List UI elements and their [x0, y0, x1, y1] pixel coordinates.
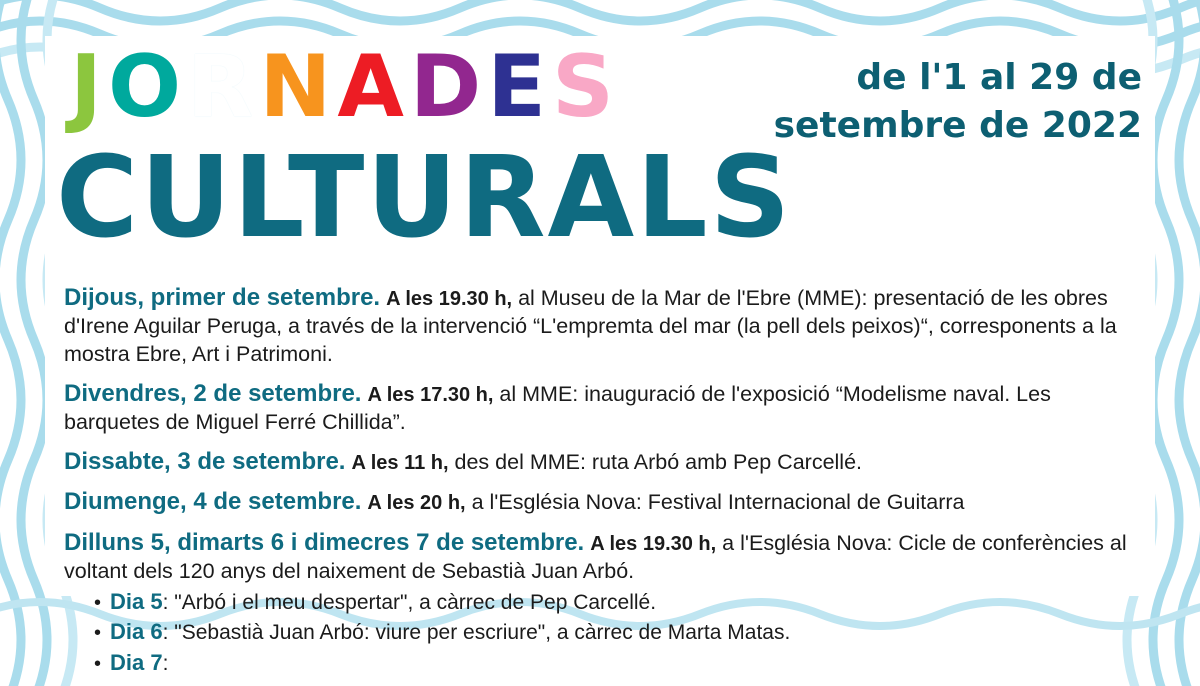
program-entry-day: Diumenge, 4 de setembre. — [64, 488, 362, 516]
program-entry-body: a l'Església Nova: Festival Internacional de Guitarra — [465, 490, 965, 515]
program-entry — [64, 378, 1144, 437]
program-entry-day: Dijous, primer de setembre. — [64, 284, 381, 311]
program-subitem-text: : "Sebastià Juan Arbó: viure per escriure", a càrrec de Marta Matas. — [162, 621, 791, 645]
program-entry-day: Dilluns 5, dimarts 6 i dimecres 7 de setembre. — [64, 528, 585, 556]
title-letter-j-0: J — [70, 37, 108, 137]
title-letter-d-5: D — [409, 37, 488, 137]
program-entry-body: al Museu de la Mar de l'Ebre (MME): presentació de les obres d'Irene Aguilar Peruga, a través de la intervenció “L'empremta del mar (la pell dels peixos)“, corresponents a la mostra Ebre, Art i Patrimoni. — [64, 286, 1117, 367]
title-culturals: CULTURALS — [56, 133, 793, 263]
poster-date-line-1: de l'1 al 29 de — [856, 57, 1142, 98]
title-letter-a-4: A — [337, 37, 410, 137]
bullet-icon: • — [94, 652, 102, 675]
program-entry — [64, 527, 1144, 678]
program-entry-day: Divendres, 2 de setembre. — [64, 380, 362, 408]
title-letter-o-1: O — [108, 37, 188, 137]
program-subitem-text: : — [162, 651, 169, 675]
bullet-icon: • — [94, 622, 102, 645]
program-subitem-label: Dia 5 — [110, 588, 163, 614]
program-entry-body: des del MME: ruta Arbó amb Pep Carcellé. — [448, 450, 863, 475]
title-letter-s-7: S — [552, 37, 620, 137]
program-entry-time: A les 11 h, — [351, 452, 449, 475]
poster-date-line-2: setembre de 2022 — [773, 104, 1142, 146]
poster-dates — [774, 54, 1142, 149]
title-letter-r-2: R — [187, 37, 260, 137]
bullet-icon: • — [94, 591, 102, 614]
program-entry-time: A les 20 h, — [367, 492, 466, 515]
program-list — [64, 282, 1144, 686]
program-entry-body: a l'Església Nova: Cicle de conferències al voltant dels 120 anys del naixement de Sebastià Juan Arbó. — [64, 530, 1127, 583]
program-subitem-label: Dia 7 — [110, 649, 163, 675]
program-subitem — [94, 649, 1144, 678]
program-entry — [64, 446, 1144, 477]
program-subitem — [94, 588, 1144, 617]
program-entry-day: Dissabte, 3 de setembre. — [64, 448, 346, 476]
title-jornades — [70, 37, 620, 137]
program-entry — [64, 486, 1144, 517]
program-entry-time: A les 17.30 h, — [367, 384, 494, 407]
program-entry-time: A les 19.30 h, — [386, 288, 513, 310]
program-entry-time: A les 19.30 h, — [590, 532, 717, 555]
program-entry — [64, 282, 1144, 369]
program-subitem — [94, 618, 1144, 647]
title-letter-e-6: E — [487, 37, 553, 137]
program-subitem-label: Dia 6 — [110, 619, 163, 645]
title-letter-n-3: N — [259, 37, 338, 137]
program-subitem-text: : "Arbó i el meu despertar", a càrrec de Pep Carcellé. — [162, 590, 657, 614]
program-entry-body: al MME: inauguració de l'exposició “Modelisme naval. Les barquetes de Miguel Ferré Chillida”. — [64, 382, 1051, 435]
